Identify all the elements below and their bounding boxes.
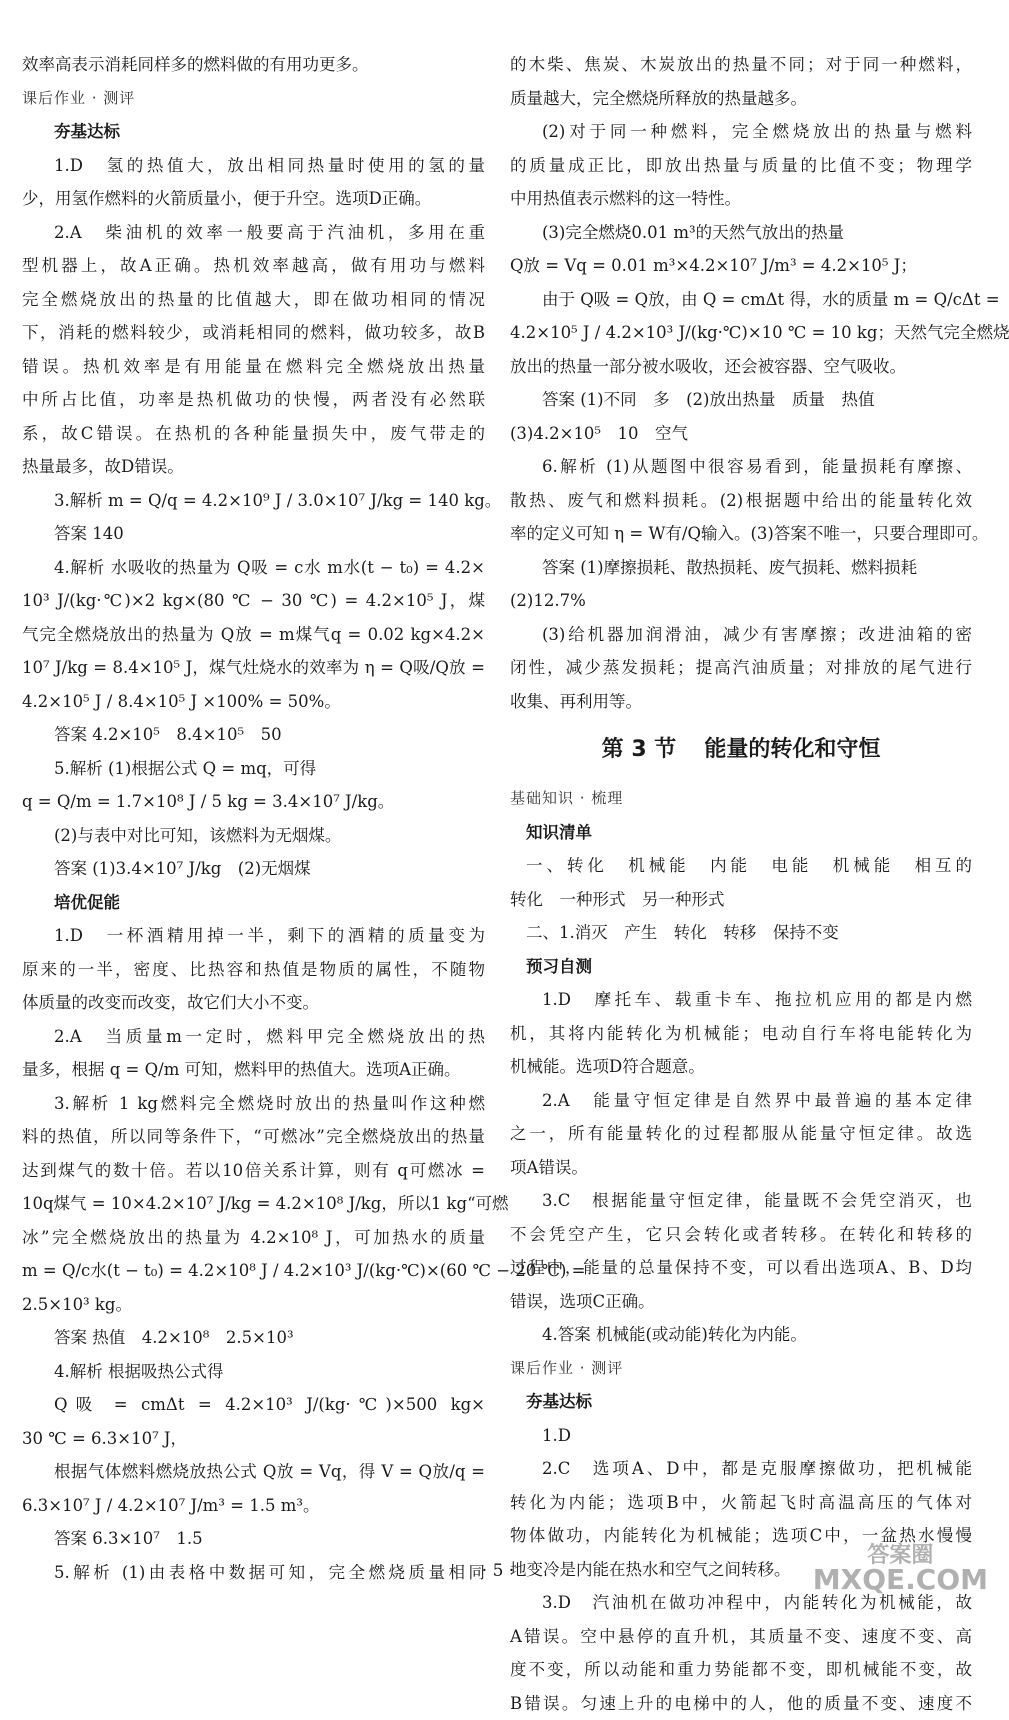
text-line: m = Q/c水(t − t₀) = 4.2×10⁸ J / 4.2×10³ J/(kg·℃)×(60 ℃ − 20 ℃) = — [22, 1254, 485, 1288]
text-line: 错误。热机效率是有用能量在燃料完全燃烧放出热量 — [22, 350, 485, 384]
text-line: 由于 Q吸 = Q放，由 Q = cmΔt 得，水的质量 m = Q/cΔt = — [510, 283, 972, 317]
text-line: 率的定义可知 η = W有/Q输入。(3)答案不唯一，只要合理即可。 — [510, 517, 972, 551]
text-line: 培优促能 — [22, 886, 485, 920]
text-line: 答案 140 — [22, 517, 485, 551]
text-line: 达到煤气的数十倍。若以10倍关系计算，则有 q可燃冰 = — [22, 1154, 485, 1188]
text-line: 答案 6.3×10⁷ 1.5 — [22, 1522, 485, 1556]
text-line: 热量最多，故D错误。 — [22, 450, 485, 484]
site-watermark — [813, 1544, 988, 1592]
text-line: (3)完全燃烧0.01 m³的天然气放出的热量 — [510, 216, 972, 250]
text-line: 2.5×10³ kg。 — [22, 1288, 485, 1322]
text-line: Q吸 = cmΔt = 4.2×10³ J/(kg·℃)×500 kg× — [22, 1388, 485, 1422]
page-number: · 5 · — [0, 1555, 996, 1589]
text-line: 一、转化 机械能 内能 电能 机械能 相互的 — [510, 849, 972, 883]
text-line: 答案 (1)3.4×10⁷ J/kg (2)无烟煤 — [22, 852, 485, 886]
text-line: 答案 (1)摩擦损耗、散热损耗、废气损耗、燃料损耗 — [510, 551, 972, 585]
section-heading — [510, 726, 972, 774]
text-line: 答案 4.2×10⁵ 8.4×10⁵ 50 — [22, 718, 485, 752]
text-line: 3.C 根据能量守恒定律，能量既不会凭空消灭，也 — [510, 1184, 972, 1218]
watermark-line1: 答案圈 — [813, 1544, 988, 1568]
right-column — [510, 48, 972, 1720]
text-line: 过程中，能量的总量保持不变，可以看出选项A、B、D均 — [510, 1251, 972, 1285]
text-line: (2)与表中对比可知，该燃料为无烟煤。 — [22, 819, 485, 853]
text-line: 之一，所有能量转化的过程都服从能量守恒定律。故选 — [510, 1117, 972, 1151]
watermark-line2: MXQE.COM — [813, 1568, 988, 1592]
text-line: 5.解析 (1)根据公式 Q = mq，可得 — [22, 752, 485, 786]
text-line: 二、1.消灭 产生 转化 转移 保持不变 — [510, 916, 972, 950]
text-line: 效率高表示消耗同样多的燃料做的有用功更多。 — [22, 48, 485, 82]
text-line: 2.A 当质量m一定时，燃料甲完全燃烧放出的热 — [22, 1020, 485, 1054]
text-line: (3)给机器加润滑油，减少有害摩擦；改进油箱的密 — [510, 618, 972, 652]
text-line: 3.D 汽油机在做功冲程中，内能转化为机械能，故 — [510, 1586, 972, 1620]
text-line: Q放 = Vq = 0.01 m³×4.2×10⁷ J/m³ = 4.2×10⁵ J； — [510, 249, 972, 283]
text-line: 5.解析 (1)由表格中数据可知，完全燃烧质量相同 — [22, 1556, 485, 1590]
text-line: B错误。匀速上升的电梯中的人，他的质量不变、速度不 — [510, 1687, 972, 1720]
text-line: 放出的热量一部分被水吸收，还会被容器、空气吸收。 — [510, 350, 972, 384]
text-line: 度不变，所以动能和重力势能都不变，即机械能不变，故 — [510, 1653, 972, 1687]
text-line: 闭性，减少蒸发损耗；提高汽油质量；对排放的尾气进行 — [510, 651, 972, 685]
text-line: A错误。空中悬停的直升机，其质量不变、速度不变、高 — [510, 1620, 972, 1654]
text-line: 散热、废气和燃料损耗。(2)根据题中给出的能量转化效 — [510, 484, 972, 518]
text-line: 冰”完全燃烧放出的热量为 4.2×10⁸ J，可加热水的质量 — [22, 1221, 485, 1255]
text-line: 完全燃烧放出的热量的比值越大，即在做功相同的情况 — [22, 283, 485, 317]
text-line: 30 ℃ = 6.3×10⁷ J， — [22, 1422, 485, 1456]
text-line: 的质量成正比，即放出热量与质量的比值不变；物理学 — [510, 149, 972, 183]
text-line: 料的热值，所以同等条件下，“可燃冰”完全燃烧放出的热量 — [22, 1120, 485, 1154]
left-column — [22, 48, 485, 1589]
text-line: 4.2×10⁵ J / 8.4×10⁵ J ×100% = 50%。 — [22, 685, 485, 719]
text-line: 项A错误。 — [510, 1151, 972, 1185]
text-line: (3)4.2×10⁵ 10 空气 — [510, 417, 972, 451]
text-line: 体质量的改变而改变，故它们大小不变。 — [22, 986, 485, 1020]
text-line: 6.解析 (1)从题图中很容易看到，能量损耗有摩擦、 — [510, 450, 972, 484]
section-label: 基础知识 · 梳理 — [510, 782, 972, 816]
text-line: 1.D 氢的热值大，放出相同热量时使用的氢的量 — [22, 149, 485, 183]
text-line: 少，用氢作燃料的火箭质量小，便于升空。选项D正确。 — [22, 182, 485, 216]
text-line: 根据气体燃料燃烧放热公式 Q放 = Vq，得 V = Q放/q = — [22, 1455, 485, 1489]
text-line: 1.D 一杯酒精用掉一半，剩下的酒精的质量变为 — [22, 919, 485, 953]
section-number: 第 3 节 — [602, 737, 677, 762]
text-line: 型机器上，故A正确。热机效率越高，做有用功与燃料 — [22, 249, 485, 283]
text-line: 2.C 选项A、D中，都是克服摩擦做功，把机械能 — [510, 1452, 972, 1486]
text-line: 2.A 柴油机的效率一般要高于汽油机，多用在重 — [22, 216, 485, 250]
text-line: 夯基达标 — [510, 1385, 972, 1419]
text-line: 4.解析 根据吸热公式得 — [22, 1355, 485, 1389]
text-line: 量多，根据 q = Q/m 可知，燃料甲的热值大。选项A正确。 — [22, 1053, 485, 1087]
text-line: 预习自测 — [510, 950, 972, 984]
text-line: 下，消耗的燃料较少，或消耗相同的燃料，做功较多，故B — [22, 316, 485, 350]
text-line: 2.A 能量守恒定律是自然界中最普遍的基本定律 — [510, 1084, 972, 1118]
text-line: 10³ J/(kg·℃)×2 kg×(80 ℃ − 30 ℃) = 4.2×10⁵ J，煤 — [22, 584, 485, 618]
text-line: 答案 热值 4.2×10⁸ 2.5×10³ — [22, 1321, 485, 1355]
text-line: 的木柴、焦炭、木炭放出的热量不同；对于同一种燃料， — [510, 48, 972, 82]
text-line: q = Q/m = 1.7×10⁸ J / 5 kg = 3.4×10⁷ J/kg。 — [22, 785, 485, 819]
text-line: 转化 一种形式 另一种形式 — [510, 883, 972, 917]
section-label: 课后作业 · 测评 — [22, 82, 485, 116]
text-line: 转化为内能；选项B中，火箭起飞时高温高压的气体对 — [510, 1486, 972, 1520]
text-line: 不会凭空产生，它只会转化或者转移。在转化和转移的 — [510, 1218, 972, 1252]
section-label: 课后作业 · 测评 — [510, 1352, 972, 1386]
text-line: 10⁷ J/kg = 8.4×10⁵ J，煤气灶烧水的效率为 η = Q吸/Q放 = — [22, 651, 485, 685]
text-line: 4.答案 机械能(或动能)转化为内能。 — [510, 1318, 972, 1352]
text-line: 4.解析 水吸收的热量为 Q吸 = c水 m水(t − t₀) = 4.2× — [22, 551, 485, 585]
text-line: 机械能。选项D符合题意。 — [510, 1050, 972, 1084]
text-line: 10q煤气 = 10×4.2×10⁷ J/kg = 4.2×10⁸ J/kg，所以1 kg“可燃 — [22, 1187, 485, 1221]
text-line: 3.解析 1 kg燃料完全燃烧时放出的热量叫作这种燃 — [22, 1087, 485, 1121]
text-line: 3.解析 m = Q/q = 4.2×10⁹ J / 3.0×10⁷ J/kg = 140 kg。 — [22, 484, 485, 518]
text-line: 原来的一半，密度、比热容和热值是物质的属性，不随物 — [22, 953, 485, 987]
text-line: 4.2×10⁵ J / 4.2×10³ J/(kg·℃)×10 ℃ = 10 kg；天然气完全燃烧 — [510, 316, 972, 350]
text-line: 地变冷是内能在热水和空气之间转移。 — [510, 1553, 972, 1587]
text-line: 收集、再利用等。 — [510, 685, 972, 719]
text-line: (2)12.7% — [510, 584, 972, 618]
text-line: 夯基达标 — [22, 115, 485, 149]
text-line: 1.D — [510, 1419, 972, 1453]
text-line: 机，其将内能转化为机械能；电动自行车将电能转化为 — [510, 1017, 972, 1051]
text-line: 1.D 摩托车、载重卡车、拖拉机应用的都是内燃 — [510, 983, 972, 1017]
text-line: 系，故C错误。在热机的各种能量损失中，废气带走的 — [22, 417, 485, 451]
text-line: 错误，选项C正确。 — [510, 1285, 972, 1319]
text-line: 中所占比值，功率是热机做功的快慢，两者没有必然联 — [22, 383, 485, 417]
text-line: 6.3×10⁷ J / 4.2×10⁷ J/m³ = 1.5 m³。 — [22, 1489, 485, 1523]
text-line: 气完全燃烧放出的热量为 Q放 = m煤气q = 0.02 kg×4.2× — [22, 618, 485, 652]
text-line: 质量越大，完全燃烧所释放的热量越多。 — [510, 82, 972, 116]
section-title: 能量的转化和守恒 — [704, 737, 880, 762]
text-line: 知识清单 — [510, 816, 972, 850]
text-line: 答案 (1)不同 多 (2)放出热量 质量 热值 — [510, 383, 972, 417]
text-line: (2)对于同一种燃料，完全燃烧放出的热量与燃料 — [510, 115, 972, 149]
text-line: 物体做功，内能转化为机械能；选项C中，一盆热水慢慢 — [510, 1519, 972, 1553]
text-line: 中用热值表示燃料的这一特性。 — [510, 182, 972, 216]
